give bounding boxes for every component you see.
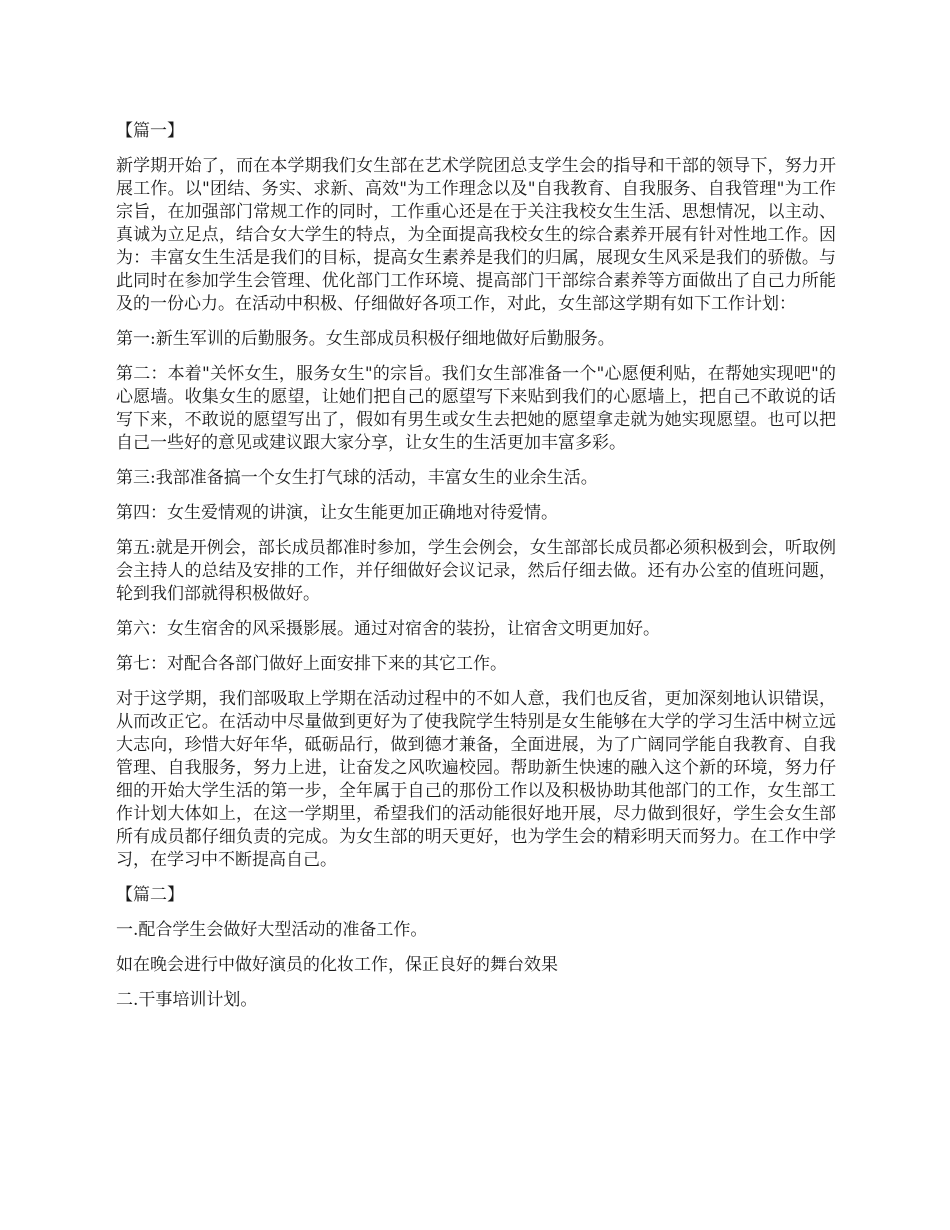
plan-item-6: 第六：女生宿舍的风采摄影展。通过对宿舍的装扮，让宿舍文明更加好。 [116,619,660,639]
plan-item-4: 第四：女生爱情观的讲演，让女生能更加正确地对待爱情。 [116,503,558,523]
summary-paragraph: 对于这学期，我们部吸取上学期在活动过程中的不如人意，我们也反省，更加深刻地认识错误，从而改正它。在活动中尽量做到更好为了使我院学生特别是女生能够在大学的学习生活中树立远大志向，珍惜大好年华，砥砺品行，做到德才兼备，全面进展，为了广阔同学能自我教育、自我管理、自我服务，努力上进，让奋发之风吹遍校园。帮助新生快速的融入这个新的环境，努力仔细的开始大学生活的第一步，全年属于自己的那份工作以及积极协助其他部门的工作，女生部工作计划大体如上，在这一学期里，希望我们的活动能很好地开展，尽力做到很好，学生会女生部所有成员都仔细负责的完成。为女生部的明天更好，也为学生会的精彩明天而努力。在工作中学习，在学习中不断提高自己。 [116,689,836,870]
document-page [116,120,836,1024]
section-heading-2: 【篇二】 [116,885,184,905]
section2-item-1-detail: 如在晚会进行中做好演员的化妆工作，保正良好的舞台效果 [116,955,558,975]
plan-item-3: 第三:我部准备搞一个女生打气球的活动，丰富女生的业余生活。 [116,468,598,488]
section-heading-1: 【篇一】 [116,121,184,141]
intro-paragraph: 新学期开始了，而在本学期我们女生部在艺术学院团总支学生会的指导和干部的领导下，努力开展工作。以"团结、务实、求新、高效"为工作理念以及"自我教育、自我服务、自我管理"为工作宗旨，在加强部门常规工作的同时，工作重心还是在于关注我校女生生活、思想情况，以主动、真诚为立足点，结合女大学生的特点，为全面提高我校女生的综合素养开展有针对性地工作。因为：丰富女生生活是我们的目标，提高女生素养是我们的归属，展现女生风采是我们的骄傲。与此同时在参加学生会管理、优化部门工作环境、提高部门干部综合素养等方面做出了自己力所能及的一份心力。在活动中积极、仔细做好各项工作，对此，女生部这学期有如下工作计划： [116,156,836,314]
plan-item-1: 第一:新生军训的后勤服务。女生部成员积极仔细地做好后勤服务。 [116,329,615,349]
plan-item-5: 第五:就是开例会，部长成员都准时参加，学生会例会，女生部部长成员都必须积极到会，听取例会主持人的总结及安排的工作，并仔细做好会议记录，然后仔细去做。还有办公室的值班问题，轮到我们部就得积极做好。 [116,538,836,604]
plan-item-2: 第二：本着"关怀女生，服务女生"的宗旨。我们女生部准备一个"心愿便利贴，在帮她实现吧"的心愿墙。收集女生的愿望，让她们把自己的愿望写下来贴到我们的心愿墙上，把自己不敢说的话写下来，不敢说的愿望写出了，假如有男生或女生去把她的愿望拿走就为她实现愿望。也可以把自己一些好的意见或建议跟大家分享，让女生的生活更加丰富多彩。 [116,364,836,453]
section2-item-1: 一.配合学生会做好大型活动的准备工作。 [116,920,428,940]
section2-item-2: 二.干事培训计划。 [116,990,258,1010]
plan-item-7: 第七：对配合各部门做好上面安排下来的其它工作。 [116,654,507,674]
